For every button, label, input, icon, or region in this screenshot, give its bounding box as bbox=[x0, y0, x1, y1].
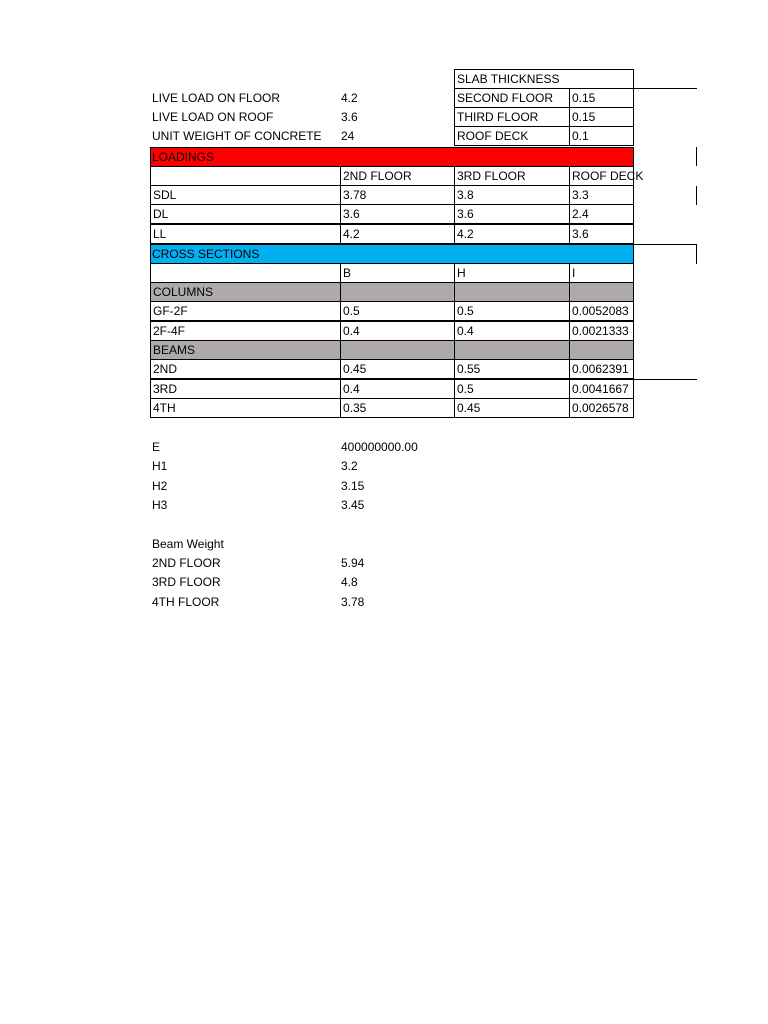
cell-value: 3.6 bbox=[343, 207, 360, 221]
cell-value: 0.45 bbox=[457, 401, 481, 415]
header-text: 2ND FLOOR bbox=[343, 169, 412, 183]
slab-floor-cell bbox=[454, 88, 570, 108]
group-cell bbox=[569, 282, 634, 302]
cell-value: 0.0021333 bbox=[572, 324, 629, 338]
slab-floor: SECOND FLOOR bbox=[457, 91, 554, 105]
cell-value: 0.35 bbox=[343, 401, 367, 415]
row-label: DL bbox=[153, 207, 169, 221]
param-label: UNIT WEIGHT OF CONCRETE bbox=[152, 129, 322, 143]
cell-value: 0.0026578 bbox=[572, 401, 629, 415]
value-cell bbox=[340, 379, 455, 399]
cell-value: 0.4 bbox=[343, 324, 360, 338]
group-cell bbox=[340, 340, 455, 360]
row-label-cell bbox=[150, 185, 341, 205]
value-cell bbox=[569, 359, 634, 379]
slab-floor: THIRD FLOOR bbox=[457, 110, 539, 124]
constant-value: 3.2 bbox=[341, 459, 358, 473]
beam-weight-value: 3.78 bbox=[341, 595, 365, 609]
cell-value: 3.3 bbox=[572, 188, 589, 202]
row-label: 3RD bbox=[153, 382, 178, 396]
loadings-title: LOADINGS bbox=[152, 150, 215, 164]
header-text: B bbox=[343, 266, 352, 280]
group-cell bbox=[454, 282, 570, 302]
value-cell bbox=[340, 359, 455, 379]
grid-line bbox=[696, 186, 697, 205]
slab-floor-cell bbox=[454, 107, 570, 127]
header-cell bbox=[454, 263, 570, 283]
slab-value-cell bbox=[569, 88, 634, 108]
row-label: 2F-4F bbox=[153, 324, 186, 338]
value-cell bbox=[569, 398, 634, 418]
cell-value: 3.6 bbox=[457, 207, 474, 221]
value-cell bbox=[454, 398, 570, 418]
header-text: I bbox=[572, 266, 576, 280]
slab-value: 0.15 bbox=[572, 91, 596, 105]
param-value: 24 bbox=[341, 129, 355, 143]
header-cell bbox=[569, 263, 634, 283]
beam-weight-value: 4.8 bbox=[341, 575, 358, 589]
value-cell bbox=[454, 224, 570, 244]
row-label: 2ND bbox=[153, 362, 178, 376]
group-cell bbox=[569, 340, 634, 360]
cell-value: 3.8 bbox=[457, 188, 474, 202]
row-label-cell bbox=[150, 398, 341, 418]
row-label-cell bbox=[150, 321, 341, 341]
header-cell bbox=[454, 166, 570, 186]
slab-value-cell bbox=[569, 126, 634, 146]
cell-value: 2.4 bbox=[572, 207, 589, 221]
cell-value: 3.6 bbox=[572, 227, 589, 241]
group-label-cell bbox=[150, 282, 341, 302]
row-label-cell bbox=[150, 224, 341, 244]
constant-label: H1 bbox=[152, 459, 168, 473]
value-cell bbox=[454, 185, 570, 205]
value-cell bbox=[340, 224, 455, 244]
cell-value: 3.78 bbox=[343, 188, 367, 202]
cell-value: 0.45 bbox=[343, 362, 367, 376]
beam-weight-label: 2ND FLOOR bbox=[152, 556, 221, 570]
header-cell bbox=[340, 166, 455, 186]
value-cell bbox=[569, 321, 634, 341]
value-cell bbox=[569, 379, 634, 399]
constant-value: 400000000.00 bbox=[341, 440, 418, 454]
value-cell bbox=[569, 224, 634, 244]
row-label-cell bbox=[150, 359, 341, 379]
value-cell bbox=[340, 398, 455, 418]
row-label-cell bbox=[150, 204, 341, 224]
constant-value: 3.45 bbox=[341, 498, 365, 512]
param-value: 3.6 bbox=[341, 110, 358, 124]
value-cell bbox=[569, 204, 634, 224]
value-cell bbox=[340, 301, 455, 321]
slab-value: 0.15 bbox=[572, 110, 596, 124]
beam-weight-value: 5.94 bbox=[341, 556, 365, 570]
cell-value: 0.5 bbox=[457, 304, 474, 318]
beam-weight-title: Beam Weight bbox=[152, 537, 224, 551]
cross-sections-title: CROSS SECTIONS bbox=[152, 247, 260, 261]
slab-value-cell bbox=[569, 107, 634, 127]
cell-value: 0.5 bbox=[343, 304, 360, 318]
value-cell bbox=[340, 185, 455, 205]
group-cell bbox=[454, 340, 570, 360]
cell-value: 0.4 bbox=[457, 324, 474, 338]
row-label-cell bbox=[150, 379, 341, 399]
cell-value: 0.0062391 bbox=[572, 362, 629, 376]
loadings-band bbox=[150, 147, 634, 167]
value-cell bbox=[340, 204, 455, 224]
slab-thickness-label: SLAB THICKNESS bbox=[457, 72, 560, 86]
param-value: 4.2 bbox=[341, 91, 358, 105]
header-text: 3RD FLOOR bbox=[457, 169, 526, 183]
grid-line bbox=[633, 379, 697, 380]
value-cell bbox=[454, 359, 570, 379]
grid-line bbox=[633, 244, 697, 245]
grid-line bbox=[696, 244, 697, 264]
slab-thickness-header bbox=[454, 69, 634, 89]
value-cell bbox=[569, 301, 634, 321]
grid-line bbox=[569, 88, 697, 89]
constant-label: H2 bbox=[152, 479, 168, 493]
constant-value: 3.15 bbox=[341, 479, 365, 493]
cross-sections-band bbox=[150, 244, 634, 264]
beam-weight-label: 3RD FLOOR bbox=[152, 575, 221, 589]
value-cell bbox=[454, 301, 570, 321]
group-label: COLUMNS bbox=[153, 285, 214, 299]
group-label-cell bbox=[150, 340, 341, 360]
cell-value: 4.2 bbox=[457, 227, 474, 241]
value-cell bbox=[340, 321, 455, 341]
group-cell bbox=[340, 282, 455, 302]
header-cell bbox=[150, 263, 341, 283]
beam-weight-label: 4TH FLOOR bbox=[152, 595, 220, 609]
header-text: H bbox=[457, 266, 466, 280]
group-label: BEAMS bbox=[153, 343, 196, 357]
row-label-cell bbox=[150, 301, 341, 321]
grid-line bbox=[696, 147, 697, 166]
cell-value: 4.2 bbox=[343, 227, 360, 241]
cell-value: 0.0052083 bbox=[572, 304, 629, 318]
value-cell bbox=[454, 204, 570, 224]
row-label: 4TH bbox=[153, 401, 176, 415]
row-label: LL bbox=[153, 227, 167, 241]
row-label: SDL bbox=[153, 188, 177, 202]
cell-value: 0.5 bbox=[457, 382, 474, 396]
slab-floor: ROOF DECK bbox=[457, 129, 529, 143]
value-cell bbox=[454, 321, 570, 341]
slab-floor-cell bbox=[454, 126, 570, 146]
header-cell bbox=[150, 166, 341, 186]
constant-label: E bbox=[152, 440, 161, 454]
cell-value: 0.4 bbox=[343, 382, 360, 396]
header-text: ROOF DECK bbox=[572, 169, 644, 183]
header-cell bbox=[340, 263, 455, 283]
value-cell bbox=[454, 379, 570, 399]
header-cell bbox=[569, 166, 644, 186]
constant-label: H3 bbox=[152, 498, 168, 512]
value-cell bbox=[569, 185, 634, 205]
cell-value: 0.55 bbox=[457, 362, 481, 376]
param-label: LIVE LOAD ON ROOF bbox=[152, 110, 274, 124]
cell-value: 0.0041667 bbox=[572, 382, 629, 396]
param-label: LIVE LOAD ON FLOOR bbox=[152, 91, 281, 105]
row-label: GF-2F bbox=[153, 304, 188, 318]
slab-value: 0.1 bbox=[572, 129, 589, 143]
